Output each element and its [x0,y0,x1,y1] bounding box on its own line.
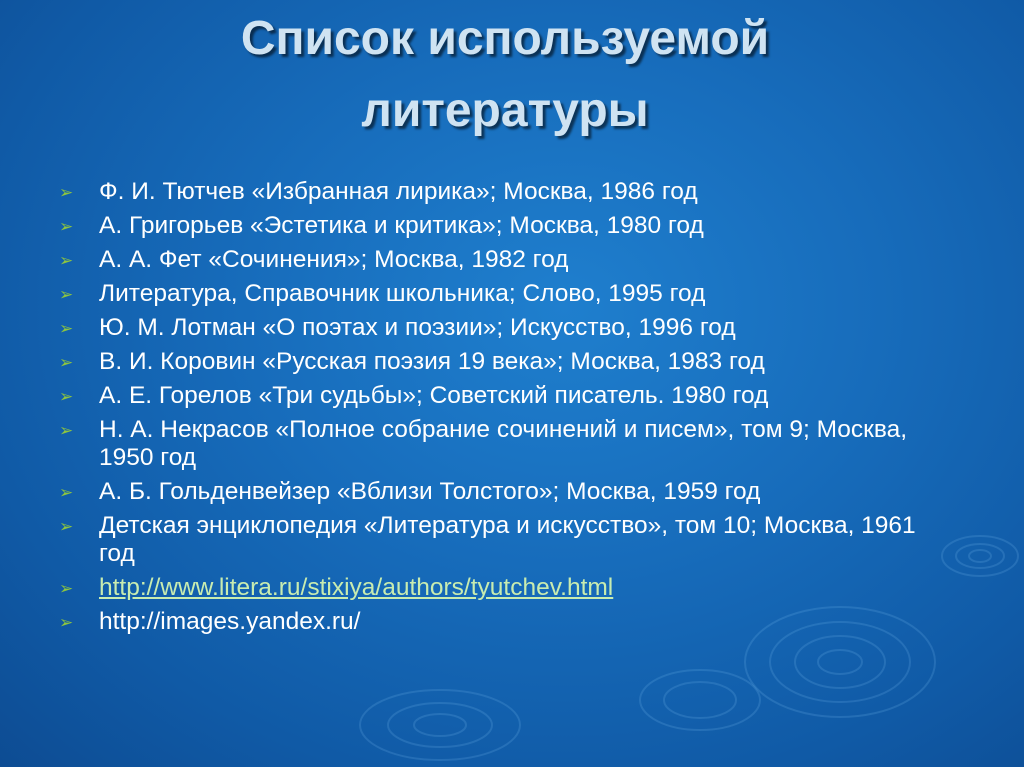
arrow-bullet-icon: ➢ [59,483,74,502]
reference-text: http://images.yandex.ru/ [99,608,361,635]
arrow-bullet-icon: ➢ [59,285,74,304]
list-item [57,314,957,342]
list-item [57,212,957,240]
title-line-2: литературы [361,84,649,137]
arrow-bullet-icon: ➢ [59,217,74,236]
reference-text: А. А. Фет «Сочинения»; Москва, 1982 год [99,246,569,273]
arrow-bullet-icon: ➢ [59,251,74,270]
arrow-bullet-icon: ➢ [59,183,74,202]
arrow-bullet-icon: ➢ [59,387,74,406]
list-item [57,608,957,636]
reference-list [57,178,957,642]
reference-text: Н. А. Некрасов «Полное собрание сочинений и писем», том 9; Москва, 1950 год [99,416,908,471]
arrow-bullet-icon: ➢ [59,517,74,536]
list-item [57,280,957,308]
reference-text: А. Е. Горелов «Три судьбы»; Советский писатель. 1980 год [99,382,769,409]
arrow-bullet-icon: ➢ [59,613,74,632]
reference-text: В. И. Коровин «Русская поэзия 19 века»; Москва, 1983 год [99,348,765,375]
list-item [57,382,957,410]
list-item [57,246,957,274]
reference-text: Литература, Справочник школьника; Слово, 1995 год [99,280,706,307]
list-item [57,348,957,376]
arrow-bullet-icon: ➢ [59,319,74,338]
title-line-1: Список используемой [240,12,770,65]
reference-text: А. Григорьев «Эстетика и критика»; Москва, 1980 год [99,212,704,239]
reference-link[interactable]: http://www.litera.ru/stixiya/authors/tyutchev.html [99,574,614,601]
reference-text: Детская энциклопедия «Литература и искусство», том 10; Москва, 1961 год [99,512,916,567]
reference-text: А. Б. Гольденвейзер «Вблизи Толстого»; Москва, 1959 год [99,478,761,505]
arrow-bullet-icon: ➢ [59,421,74,440]
list-item [57,478,957,506]
reference-text: Ф. И. Тютчев «Избранная лирика»; Москва, 1986 год [99,178,698,205]
list-item [57,178,957,206]
arrow-bullet-icon: ➢ [59,579,74,598]
list-item [57,512,957,568]
page-title [0,0,1010,147]
reference-text: Ю. М. Лотман «О поэтах и поэзии»; Искусство, 1996 год [99,314,736,341]
list-item [57,416,957,472]
arrow-bullet-icon: ➢ [59,353,74,372]
list-item [57,574,957,602]
